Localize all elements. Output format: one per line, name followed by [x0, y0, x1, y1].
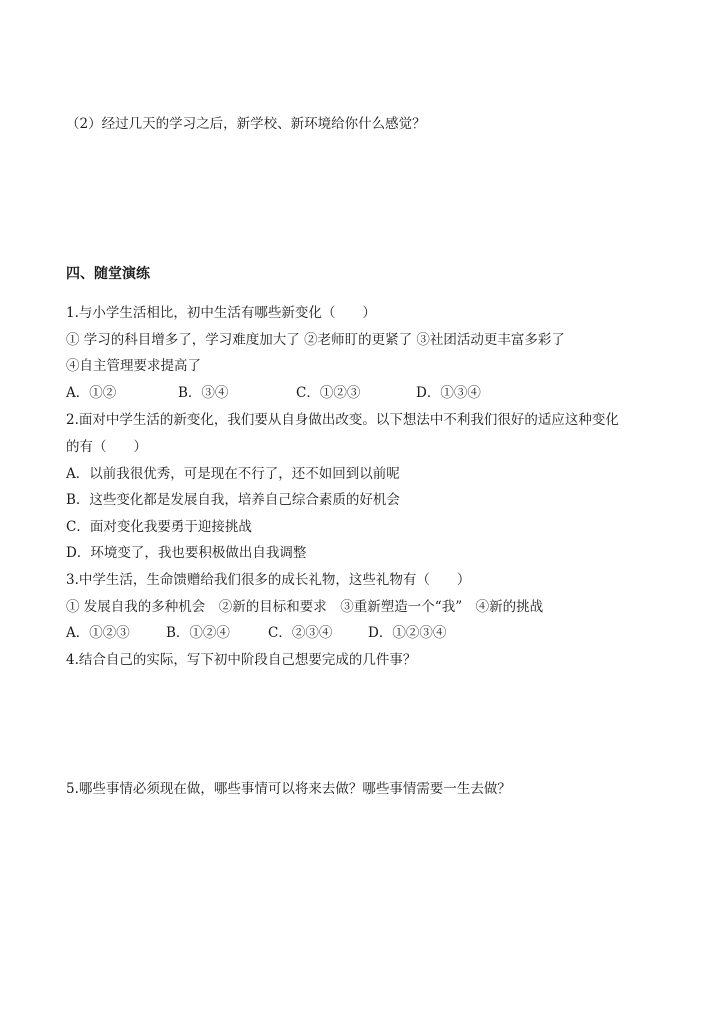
q1-option-c: C．①②③ — [296, 385, 361, 401]
q5-stem: 5.哪些事情必须现在做，哪些事情可以将来去做？哪些事情需要一生去做？ — [66, 781, 511, 797]
section-title: 四、随堂演练 — [66, 266, 150, 282]
q3-option-a: A．①②③ — [66, 625, 130, 641]
q3-option-c: C．②③④ — [268, 625, 333, 641]
q3-options — [66, 624, 446, 642]
q2-stem-line1: 2.面对中学生活的新变化，我们要从自身做出改变。以下想法中不利我们很好的适应这种变化 — [66, 412, 619, 428]
q2-option-c: C．面对变化我要勇于迎接挑战 — [66, 519, 252, 535]
q2-option-d: D．环境变了，我也要积极做出自我调整 — [66, 545, 307, 561]
q3-option-b: B．①②④ — [166, 625, 230, 641]
q4-stem: 4.结合自己的实际，写下初中阶段自己想要完成的几件事？ — [66, 652, 417, 668]
q1-statements-line2: ④自主管理要求提高了 — [66, 358, 201, 374]
q1-statements-line1: ① 学习的科目增多了，学习难度加大了 ②老师盯的更紧了 ③社团活动更丰富多彩了 — [66, 332, 565, 348]
q2-option-b: B．这些变化都是发展自我，培养自己综合素质的好机会 — [66, 492, 400, 508]
q2-option-a: A．以前我很优秀，可是现在不行了，还不如回到以前呢 — [66, 466, 400, 482]
q1-option-b: B．③④ — [178, 385, 229, 401]
q1-options — [66, 384, 481, 402]
q3-statements: ① 发展自我的多种机会 ②新的目标和要求 ③重新塑造一个“我” ④新的挑战 — [66, 599, 544, 615]
q1-stem: 1.与小学生活相比，初中生活有哪些新变化（ ） — [66, 305, 376, 321]
q1-option-d: D．①③④ — [416, 385, 481, 401]
question-2-prompt: （2）经过几天的学习之后，新学校、新环境给你什么感觉？ — [66, 116, 426, 132]
q1-option-a: A．①② — [66, 385, 117, 401]
q3-option-d: D．①②③④ — [368, 625, 447, 641]
q3-stem: 3.中学生活，生命馈赠给我们很多的成长礼物，这些礼物有（ ） — [66, 572, 471, 588]
q2-stem-line2: 的有（ ） — [66, 439, 147, 455]
